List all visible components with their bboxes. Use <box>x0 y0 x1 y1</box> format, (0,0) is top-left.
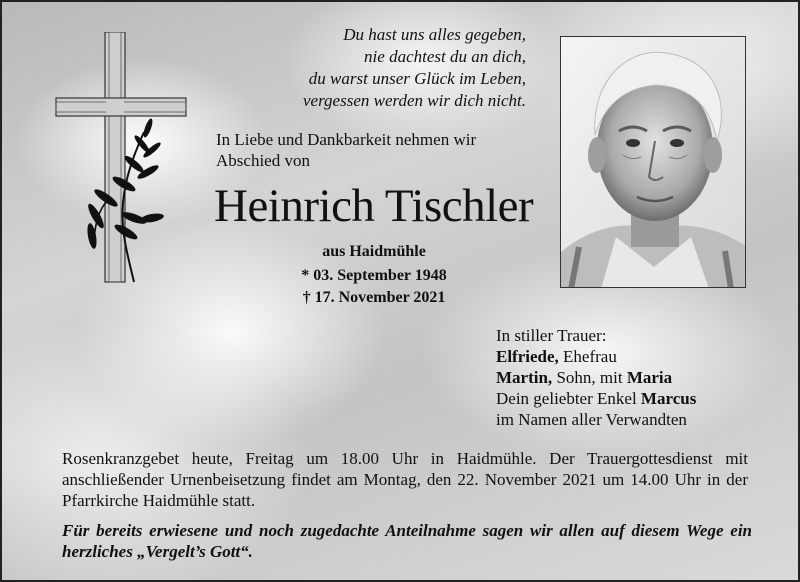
intro-line: Abschied von <box>216 151 310 170</box>
death-date: † 17. November 2021 <box>302 289 446 306</box>
son-name: Martin, <box>496 368 553 387</box>
mourners-heading: In stiller Trauer: <box>496 326 607 345</box>
portrait-photo <box>560 36 746 288</box>
poem-line: vergessen werden wir dich nicht. <box>302 91 526 110</box>
grandson-prefix: Dein geliebter Enkel <box>496 389 641 408</box>
birth-date: * 03. September 1948 <box>301 267 447 284</box>
poem-line: Du hast uns alles gegeben, <box>343 25 526 44</box>
service-info: Rosenkranzgebet heute, Freitag um 18.00 Uhr in Haidmühle. Der Trauergottesdienst mit anschließender Urnenbeisetzung findet am Montag, den 22. November 2021 um 14.00 Uhr in der Pfarrkirche Haidmühle statt. <box>62 449 748 510</box>
farewell-intro <box>216 129 476 171</box>
mourner-grandson <box>496 388 696 409</box>
son-role: Sohn, mit <box>552 368 627 387</box>
thanks-note: Für bereits erwiesene und noch zugedachte Anteilnahme sagen wir allen auf diesem Wege ein herzliches „Vergelt’s Gott“. <box>62 521 752 561</box>
son-partner-name: Maria <box>626 368 673 387</box>
memorial-poem <box>303 24 526 112</box>
mourner-wife <box>496 346 696 367</box>
mourner-son <box>496 367 696 388</box>
portrait-image <box>561 37 746 288</box>
intro-line: In Liebe und Dankbarkeit nehmen wir <box>216 130 477 149</box>
deceased-name: Heinrich Tischler <box>214 180 534 232</box>
mourners-list <box>496 325 696 430</box>
poem-line: nie dachtest du an dich, <box>364 47 526 66</box>
cross-with-palm-branch-icon <box>52 32 192 292</box>
wife-role: Ehefrau <box>558 347 617 366</box>
poem-line: du warst unser Glück im Leben, <box>308 69 526 88</box>
grandson-name: Marcus <box>640 389 697 408</box>
mourner-relatives: im Namen aller Verwandten <box>496 410 687 429</box>
deceased-origin: aus Haidmühle <box>322 243 426 260</box>
wife-name: Elfriede, <box>496 347 559 366</box>
